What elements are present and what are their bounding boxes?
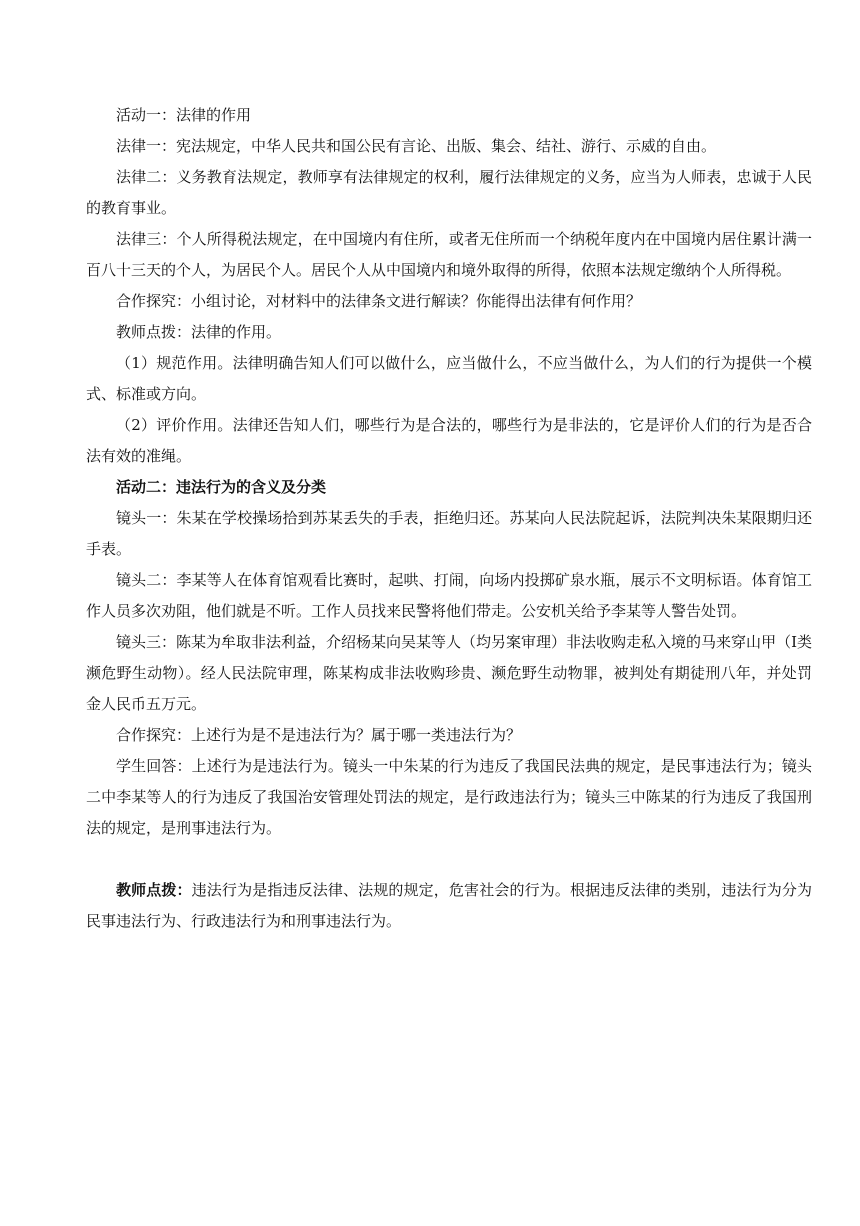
normative-function-paragraph: （1）规范作用。法律明确告知人们可以做什么，应当做什么，不应当做什么，为人们的行为提供一个模式、标准或方向。 (86, 354, 812, 403)
evaluative-function-paragraph: （2）评价作用。法律还告知人们，哪些行为是合法的，哪些行为是非法的，它是评价人们的行为是否合法有效的准绳。 (86, 416, 812, 465)
teacher-guidance-one: 教师点拨：法律的作用。 (116, 323, 282, 341)
student-answer-paragraph: 学生回答：上述行为是违法行为。镜头一中朱某的行为违反了我国民法典的规定，是民事违法行为；镜头二中李某等人的行为违反了我国治安管理处罚法的规定，是行政违法行为；镜头三中陈某的行为违反了我国刑法的规定，是刑事违法行为。 (86, 757, 812, 837)
law-three-paragraph: 法律三：个人所得税法规定，在中国境内有住所，或者无住所而一个纳税年度内在中国境内居住累计满一百八十三天的个人，为居民个人。居民个人从中国境内和境外取得的所得，依照本法规定缴纳个人所得税。 (86, 230, 812, 279)
scene-three-paragraph: 镜头三：陈某为牟取非法利益，介绍杨某向吴某等人（均另案审理）非法收购走私入境的马来穿山甲（Ⅰ类濒危野生动物）。经人民法院审理，陈某构成非法收购珍贵、濒危野生动物罪，被判处有期徒刑八年，并处罚金人民币五万元。 (86, 633, 812, 713)
document-page (86, 100, 812, 937)
blank-line (86, 844, 812, 875)
law-two-paragraph: 法律二：义务教育法规定，教师享有法律规定的权利，履行法律规定的义务，应当为人师表，忠诚于人民的教育事业。 (86, 168, 812, 217)
law-one-paragraph: 法律一：宪法规定，中华人民共和国公民有言论、出版、集会、结社、游行、示威的自由。 (116, 137, 717, 155)
activity-one-heading: 活动一：法律的作用 (116, 106, 252, 124)
teacher-guidance-text: 违法行为是指违反法律、法规的规定，危害社会的行为。根据违反法律的类别，违法行为分为民事违法行为、行政违法行为和刑事违法行为。 (86, 881, 812, 930)
teacher-guidance-two (86, 875, 812, 937)
teacher-guidance-label: 教师点拨： (116, 881, 192, 899)
activity-two-heading: 活动二：违法行为的含义及分类 (116, 478, 327, 496)
cooperative-inquiry-two: 合作探究：上述行为是不是违法行为？属于哪一类违法行为？ (116, 726, 522, 744)
scene-one-paragraph: 镜头一：朱某在学校操场拾到苏某丢失的手表，拒绝归还。苏某向人民法院起诉，法院判决朱某限期归还手表。 (86, 509, 812, 558)
scene-two-paragraph: 镜头二：李某等人在体育馆观看比赛时，起哄、打闹，向场内投掷矿泉水瓶，展示不文明标语。体育馆工作人员多次劝阻，他们就是不听。工作人员找来民警将他们带走。公安机关给予李某等人警告处罚。 (86, 571, 812, 620)
cooperative-inquiry-one: 合作探究：小组讨论，对材料中的法律条文进行解读？你能得出法律有何作用？ (116, 292, 642, 310)
